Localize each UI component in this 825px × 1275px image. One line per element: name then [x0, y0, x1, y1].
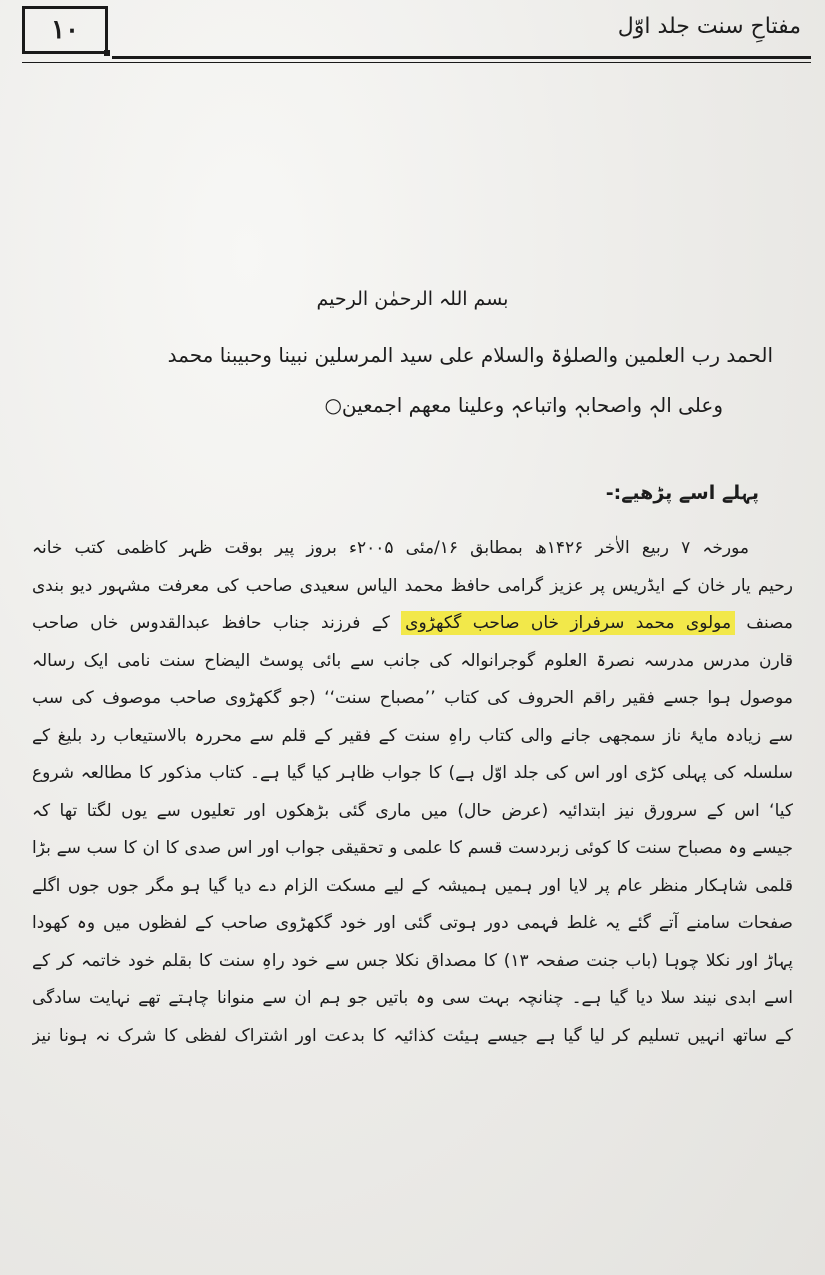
body-paragraph — [32, 530, 793, 1055]
page-number: ۱۰ — [51, 15, 79, 45]
line-text-after: کے فرزند جناب حافظ عبدالقدوس خاں صاحب — [32, 613, 390, 633]
body-line: رحیم یار خان کے ایڈریس پر عزیز گرامی حافظ محمد الیاس سعیدی صاحب کی معرفت مشہور دیو بندی — [32, 575, 793, 596]
body-line: قارن مدرس مدرسہ نصرۃ العلوم گوجرانوالہ کی جانب سے بائی پوسٹ الیضاح سنت نامی ایک رسالہ — [32, 650, 793, 671]
header-rule-thin — [22, 62, 811, 63]
body-line-highlighted — [32, 605, 793, 643]
line-text-before: مصنف — [746, 613, 793, 633]
body-line: قلمی شاہکار منظر عام پر لایا اور ہمیں ہمیشہ کے لیے مسکت الزام دے دیا گیا ہو مگر جوں جوں اگلے — [32, 875, 793, 896]
bismillah: بسم اللہ الرحمٰن الرحیم — [316, 288, 509, 310]
doxology-line-2: وعلی الہٖ واصحابہٖ واتباعہٖ وعلینا معھم اجمعین○ — [324, 393, 723, 417]
running-title: مفتاحِ سنت جلد اوّل — [617, 14, 801, 39]
header-rule-thick — [112, 56, 811, 59]
body-line: سلسلہ کی پہلی کڑی اور اس کی جلد اوّل ہے) کا جواب ظاہر کیا گیا ہے۔ کتاب مذکور کا مطالعہ شروع — [32, 763, 793, 783]
doxology — [20, 330, 773, 430]
page-number-box — [22, 6, 108, 54]
body-line: کیا‘ اس کے سرورق نیز ابتدائیہ (عرض حال) میں ماری گئی بڑھکوں اور تعلیوں سے یوں لگتا تھا کہ — [32, 800, 793, 821]
doxology-line-1: الحمد رب العلمین والصلوٰۃ والسلام علی سید المرسلین نبینا وحبیبنا محمد — [167, 343, 773, 367]
section-heading: پہلے اسے پڑھیے:- — [605, 482, 759, 504]
highlighted-author-name: مولوی محمد سرفراز خاں صاحب گکھڑوی — [401, 611, 735, 635]
body-line: کے ساتھ انہیں تسلیم کر لیا گیا ہے جیسے ہیئت کذائیہ کا بدعت اور اشتراک لفظی کا شرک نہ ہونا نیز — [32, 1025, 793, 1046]
body-line: سے زیادہ مایۂ ناز سمجھی جانے والی کتاب راہِ سنت کے فقیر کے قلم سے محررہ بالاستیعاب رد بلیغ کے — [32, 725, 793, 746]
body-line: صفحات سامنے آتے گئے یہ غلط فہمی دور ہوتی گئی اور خود گکھڑوی صاحب کے لفظوں میں وہ کھودا — [32, 913, 793, 933]
body-line: جیسے وہ مصباح سنت کا کوئی زبردست قسم کا علمی و تحقیقی جواب اور اس صدی کا ان کا سب سے بڑا — [32, 838, 793, 858]
body-line: مورخہ ۷ ربیع الاٰخر ۱۴۲۶ھ بمطابق ۱۶/مئی ۲۰۰۵ء بروز پیر بوقت ظہر کاظمی کتب خانہ — [32, 538, 749, 558]
page-header — [22, 6, 811, 64]
body-line: موصول ہوا جسے فقیر راقم الحروف کی کتاب ’’مصباح سنت‘‘ (جو گکھڑوی صاحب موصوف کی سب — [32, 688, 793, 708]
body-line: اسے ابدی نیند سلا دیا گیا ہے۔ چنانچہ بہت سی وہ باتیں جو ہم ان سے منوانا چاہتے تھے نہایت سادگی — [32, 988, 793, 1008]
body-line: پہاڑ اور نکلا چوہا (باب جنت صفحہ ۱۳) کا مصداق نکلا جس سے خود راہِ سنت کا بقلم خود خاتمہ کر کے — [32, 950, 793, 971]
